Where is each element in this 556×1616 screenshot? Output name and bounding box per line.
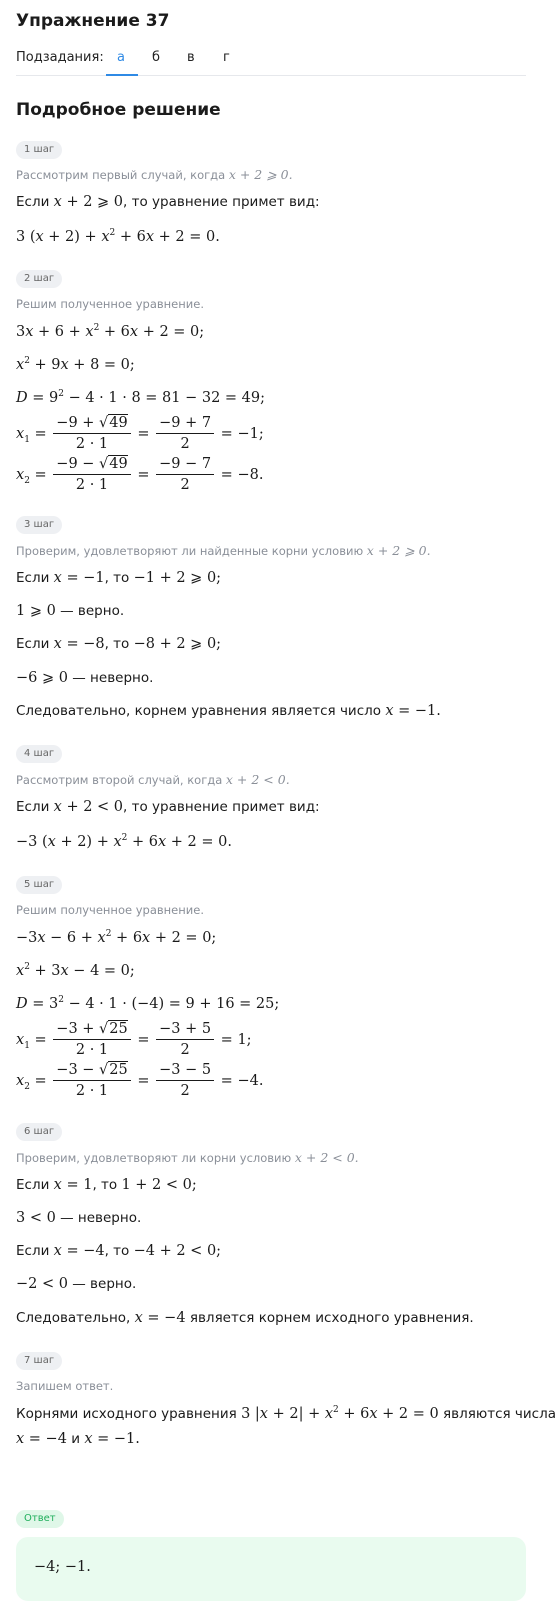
step-2-line-1: $3x + 6 + x^2 + 6x + 2 = 0$; [16,323,205,340]
step-badge-5: 5 шаг [16,876,62,894]
step-3-check-1: Если x = −1, то −1 + 2 ⩾ 0; [16,570,222,586]
answer-box [16,1537,526,1601]
step-6-verdict-2: −2 < 0 — верно. [16,1276,137,1292]
step-5-line-1: $-3x - 6 + x^2 + 6x + 2 = 0$; [16,929,217,946]
active-tab-indicator [106,74,138,76]
solution-heading: Подробное решение [16,100,221,120]
step-badge-1: 1 шаг [16,141,62,159]
tab-a[interactable]: а [117,50,125,65]
step-5-note: Решим полученное уравнение. [16,903,204,917]
step-6-check-2: Если x = −4, то −4 + 2 < 0; [16,1243,222,1259]
step-3-check-2: Если x = −8, то −8 + 2 ⩾ 0; [16,636,222,652]
step-6-verdict-1: 3 < 0 — неверно. [16,1210,142,1226]
step-6-conclusion: Следовательно, x = −4 является корнем исходного уравнения. [16,1310,474,1326]
step-3-verdict-1: 1 ⩾ 0 — верно. [16,603,125,619]
step-4-equation: −3 $(x + 2) + x^2 + 6x + 2 = 0$. [16,833,232,850]
answer-badge: Ответ [16,1510,64,1528]
step-badge-2: 2 шаг [16,270,62,288]
step-5-discriminant: $D = 3^2 - 4 \cdot 1 \cdot (-4) = 9 + 16 = 25$; [16,995,280,1012]
step-5-line-2: $x^2 + 3x - 4 = 0$; [16,962,135,979]
step-4-note: Рассмотрим второй случай, когда x + 2 < 0. [16,772,290,787]
tab-v[interactable]: в [187,50,195,65]
exercise-title: Упражнение 37 [16,11,170,31]
subtasks-label: Подзадания: [16,50,104,65]
step-1-line-1: Если x + 2 ⩾ 0, то уравнение примет вид: [16,194,320,210]
step-badge-4: 4 шаг [16,745,62,763]
step-3-note: Проверим, удовлетворяют ли найденные корни условию x + 2 ⩾ 0. [16,543,431,558]
step-3-verdict-2: −6 ⩾ 0 — неверно. [16,670,154,686]
step-2-discriminant: $D = 9^2 - 4 \cdot 1 \cdot 8 = 81 - 32 = 49$; [16,389,266,406]
step-badge-3: 3 шаг [16,516,62,534]
step-4-line-1: Если x + 2 < 0, то уравнение примет вид: [16,799,320,815]
step-3-conclusion: Следовательно, корнем уравнения является число x = −1. [16,703,441,719]
tab-g[interactable]: г [223,50,230,65]
answer-value: −4; −1. [34,1559,91,1575]
step-1-note: Рассмотрим первый случай, когда x + 2 ⩾ 0. [16,167,293,182]
step-7-line-1: Корнями исходного уравнения 3 $|x + 2| + x^2 + 6x + 2 = 0$ являются числа [16,1405,556,1422]
step-7-note: Запишем ответ. [16,1379,114,1393]
step-1-equation: 3 $(x + 2) + x^2 + 6x + 2 = 0$. [16,228,220,245]
step-5-root-2: $x_2$ = $\frac{-3 - √25}{2 \cdot 1}$ = $\frac{-3 - 5}{2}$ = −4. [16,1062,264,1099]
step-2-root-2: $x_2$ = $\frac{-9 - √49}{2 \cdot 1}$ = $\frac{-9 - 7}{2}$ = −8. [16,456,264,493]
step-6-note: Проверим, удовлетворяют ли корни условию x + 2 < 0. [16,1150,359,1165]
step-2-note: Решим полученное уравнение. [16,297,204,311]
step-5-root-1: $x_1$ = $\frac{-3 + √25}{2 \cdot 1}$ = $\frac{-3 + 5}{2}$ = 1; [16,1021,252,1058]
step-7-line-2: x = −4 и x = −1. [16,1431,140,1447]
step-badge-6: 6 шаг [16,1123,62,1141]
tab-b[interactable]: б [152,50,161,65]
step-2-root-1: $x_1$ = $\frac{-9 + √49}{2 \cdot 1}$ = $\frac{-9 + 7}{2}$ = −1; [16,415,264,452]
subtask-tabs [16,44,526,76]
step-6-check-1: Если x = 1, то 1 + 2 < 0; [16,1177,197,1193]
step-badge-7: 7 шаг [16,1352,62,1370]
step-2-line-2: $x^2 + 9x + 8 = 0$; [16,356,135,373]
